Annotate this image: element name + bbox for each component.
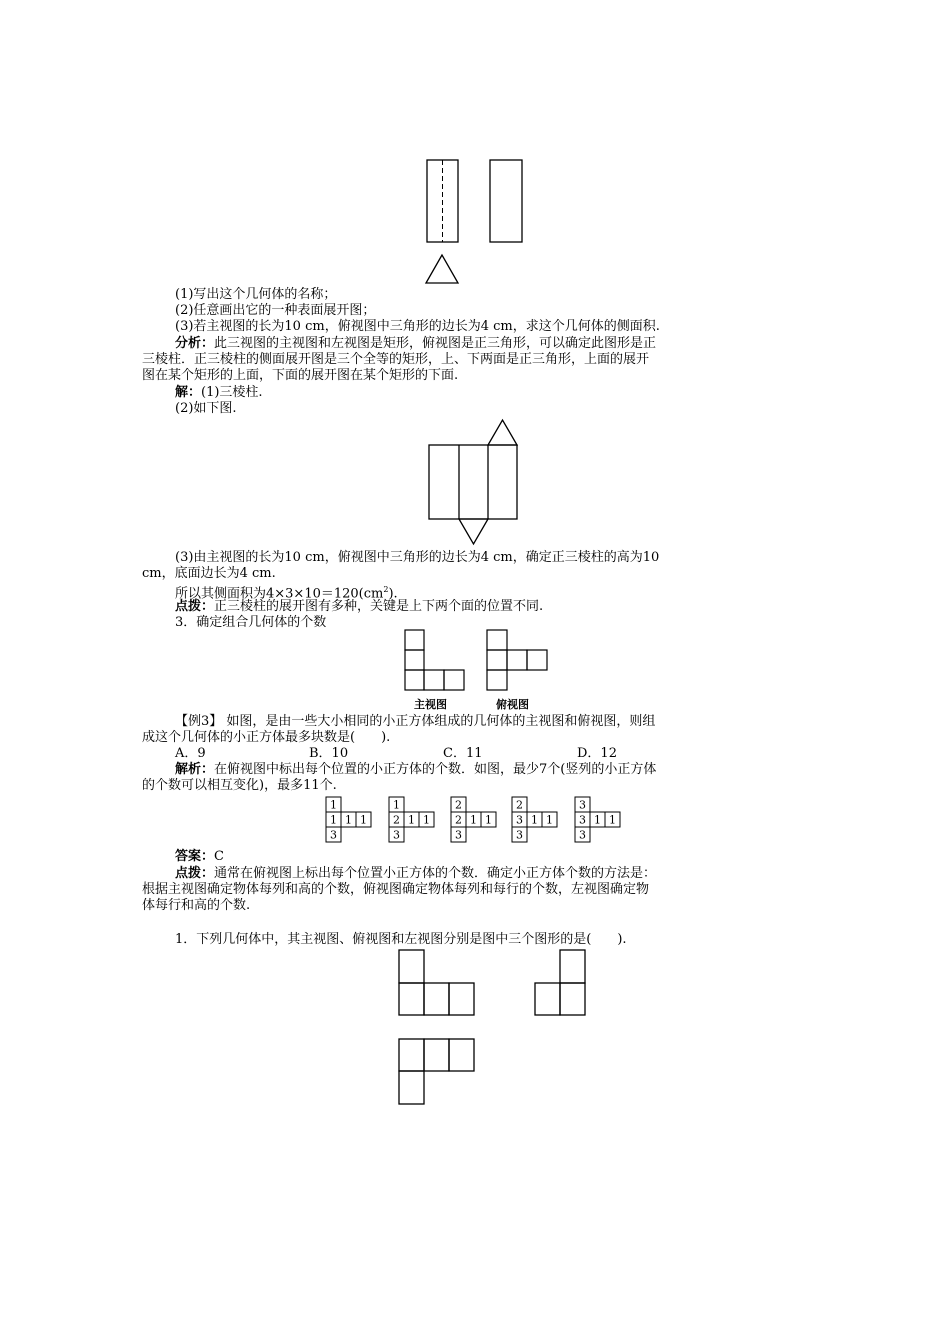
solution-line-4: cm，底面边长为4 cm.	[142, 566, 276, 581]
problem-part-3: (3)若主视图的长为10 cm，俯视图中三角形的边长为4 cm，求这个几何体的侧面积.	[175, 319, 660, 334]
grid-3-bottom-cell-value: 3	[455, 828, 462, 842]
solution-label: 解：	[175, 385, 202, 400]
grid-4-mid-cell-1-value: 3	[516, 813, 523, 827]
tip3-label: 点拨：	[175, 866, 215, 881]
section3-title: 3．确定组合几何体的个数	[175, 615, 327, 630]
grid-4-bottom-cell-value: 3	[516, 828, 523, 842]
example3-line-2: 成这个几何体的小正方体最多块数是( ).	[142, 730, 391, 745]
tip3-line-3: 体每行和高的个数.	[142, 898, 251, 913]
caption-main-view: 主视图	[414, 698, 447, 711]
exercise-view-3	[399, 1039, 474, 1104]
solution-line-5: 所以其侧面积为$4\times 3\times 10=120(cm^2)$.	[175, 585, 398, 602]
solution-line-2: (2)如下图.	[175, 401, 237, 416]
exercise1-line: 1．下列几何体中，其主视图、俯视图和左视图分别是图中三个图形的是( ).	[175, 932, 627, 947]
problem-part-2: (2)任意画出它的一种表面展开图；	[175, 303, 376, 318]
grid-5-mid-cell-2-value: 1	[594, 813, 601, 827]
grid-4-mid-cell-3-value: 1	[546, 813, 553, 827]
grid-2-mid-cell-2-value: 1	[408, 813, 415, 827]
option-d: D．12	[577, 746, 617, 761]
grid-3-top-cell-value: 2	[455, 798, 462, 812]
exercise-view-1	[399, 950, 474, 1015]
grid-1-top-cell-value: 1	[330, 798, 337, 812]
grid-4-mid-cell-2-value: 1	[531, 813, 538, 827]
grid-2-bottom-cell-value: 3	[393, 828, 400, 842]
tip3-line-2: 根据主视图确定物体每列和高的个数，俯视图确定物体每列和每行的个数，左视图确定物	[142, 882, 650, 897]
analysis3-line-2: 的个数可以相互变化)，最多11个.	[142, 778, 337, 793]
analysis-line-2: 三棱柱．正三棱柱的侧面展开图是三个全等的矩形，上、下两面是正三角形，上面的展开	[142, 352, 650, 367]
option-a: A．9	[175, 746, 206, 761]
grid-3-mid-cell-2-value: 1	[470, 813, 477, 827]
analysis-line-1: 分析：此三视图的主视图和左视图是矩形，俯视图是正三角形，可以确定此图形是正	[175, 336, 657, 351]
option-b: B．10	[309, 746, 349, 761]
grid-1-mid-cell-3-value: 1	[360, 813, 367, 827]
option-c: C．11	[443, 746, 483, 761]
exercise-view-2	[535, 950, 585, 1015]
tip1-line: 点拨：正三棱柱的展开图有多种，关键是上下两个面的位置不同.	[175, 599, 544, 614]
example3-label: 【例3】	[175, 714, 223, 729]
grid-1-bottom-cell-value: 3	[330, 828, 337, 842]
grid-3-mid-cell-3-value: 1	[485, 813, 492, 827]
problem-part-1: (1)写出这个几何体的名称；	[175, 287, 337, 302]
grid-1-mid-cell-2-value: 1	[345, 813, 352, 827]
grid-2-mid-cell-1-value: 2	[393, 813, 400, 827]
caption-top-view: 俯视图	[496, 698, 529, 711]
tip3-line-1: 点拨：通常在俯视图上标出每个位置小正方体的个数．确定小正方体个数的方法是：	[175, 866, 657, 881]
analysis3-label: 解析：	[175, 762, 215, 777]
grid-5-bottom-cell-value: 3	[579, 828, 586, 842]
analysis-label: 分析：	[175, 336, 215, 351]
grid-1-mid-cell-1-value: 1	[330, 813, 337, 827]
solution-line-3: (3)由主视图的长为10 cm，俯视图中三角形的边长为4 cm，确定正三棱柱的高为10	[175, 550, 660, 565]
example3-line-1: 【例3】 如图，是由一些大小相同的小正方体组成的几何体的主视图和俯视图，则组	[175, 714, 656, 729]
tip1-label: 点拨：	[175, 599, 215, 614]
analysis3-line-1: 解析：在俯视图中标出每个位置的小正方体的个数．如图，最少7个(竖列的小正方体	[175, 762, 657, 777]
grid-5-top-cell-value: 3	[579, 798, 586, 812]
grid-3-mid-cell-1-value: 2	[455, 813, 462, 827]
grid-2-top-cell-value: 1	[393, 798, 400, 812]
solution-line-1: 解：(1)三棱柱.	[175, 385, 263, 400]
answer3-label: 答案：	[175, 849, 215, 864]
answer3-value: C	[214, 849, 224, 864]
grid-4-top-cell-value: 2	[516, 798, 523, 812]
grid-2-mid-cell-3-value: 1	[423, 813, 430, 827]
analysis-line-3: 图在某个矩形的上面，下面的展开图在某个矩形的下面.	[142, 368, 459, 383]
grid-5-mid-cell-3-value: 1	[609, 813, 616, 827]
grid-5-mid-cell-1-value: 3	[579, 813, 586, 827]
